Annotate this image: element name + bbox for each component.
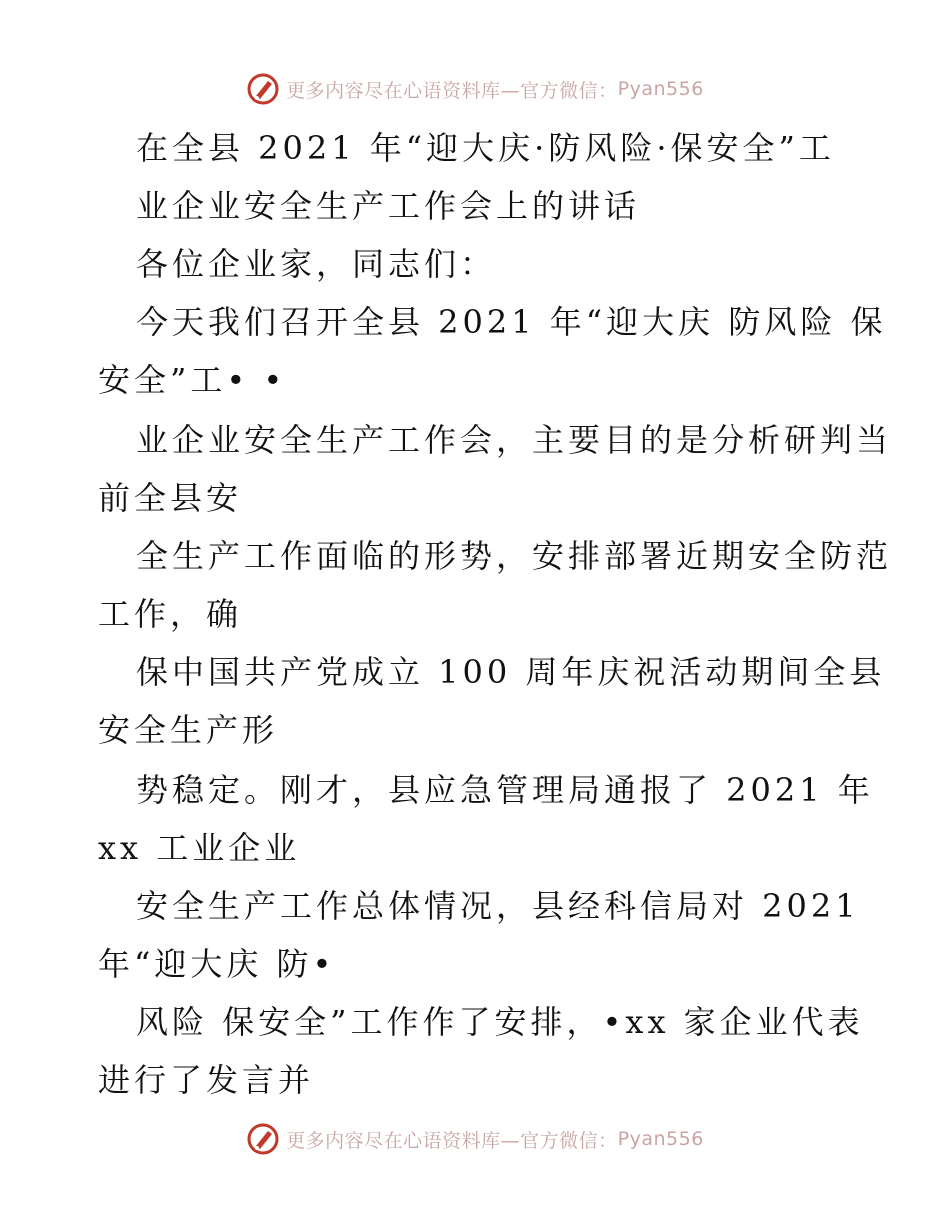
body-line: 安全生产工作总体情况，县经科信局对 2021: [136, 887, 860, 925]
body-line: xx 工业企业: [98, 829, 301, 867]
watermark-text: 更多内容尽在心语资料库—官方微信：: [286, 1129, 618, 1152]
pen-logo-icon: [246, 1122, 280, 1156]
watermark-handle: Pyan556: [617, 1128, 704, 1150]
watermark-header: [0, 72, 950, 106]
watermark-text: 更多内容尽在心语资料库—官方微信：: [286, 79, 618, 102]
body-line: 今天我们召开全县 2021 年“迎大庆 防风险 保: [136, 303, 887, 341]
watermark-handle: Pyan556: [617, 78, 704, 100]
title-line-2: 业企业安全生产工作会上的讲话: [136, 187, 641, 225]
body-line: 风险 保安全”工作作了安排，•xx 家企业代表: [136, 1003, 864, 1041]
body-line: 势稳定。刚才，县应急管理局通报了 2021 年: [136, 771, 874, 809]
body-line: 业企业安全生产工作会，主要目的是分析研判当: [136, 421, 893, 459]
pen-logo-icon: [246, 72, 280, 106]
body-line: 年“迎大庆 防•: [98, 945, 336, 983]
body-line: 前全县安: [98, 479, 243, 517]
salutation: 各位企业家，同志们：: [136, 245, 497, 283]
body-line: 进行了发言并: [98, 1061, 315, 1099]
title-line-1: 在全县 2021 年“迎大庆·防风险·保安全”工: [136, 129, 835, 167]
body-line: 安全生产形: [98, 711, 279, 749]
body-line: 保中国共产党成立 100 周年庆祝活动期间全县: [136, 653, 886, 691]
body-line: 工作，确: [98, 595, 243, 633]
body-line: 安全”工• •: [98, 361, 287, 399]
body-line: 全生产工作面临的形势，安排部署近期安全防范: [136, 537, 893, 575]
watermark-footer: [0, 1122, 950, 1156]
